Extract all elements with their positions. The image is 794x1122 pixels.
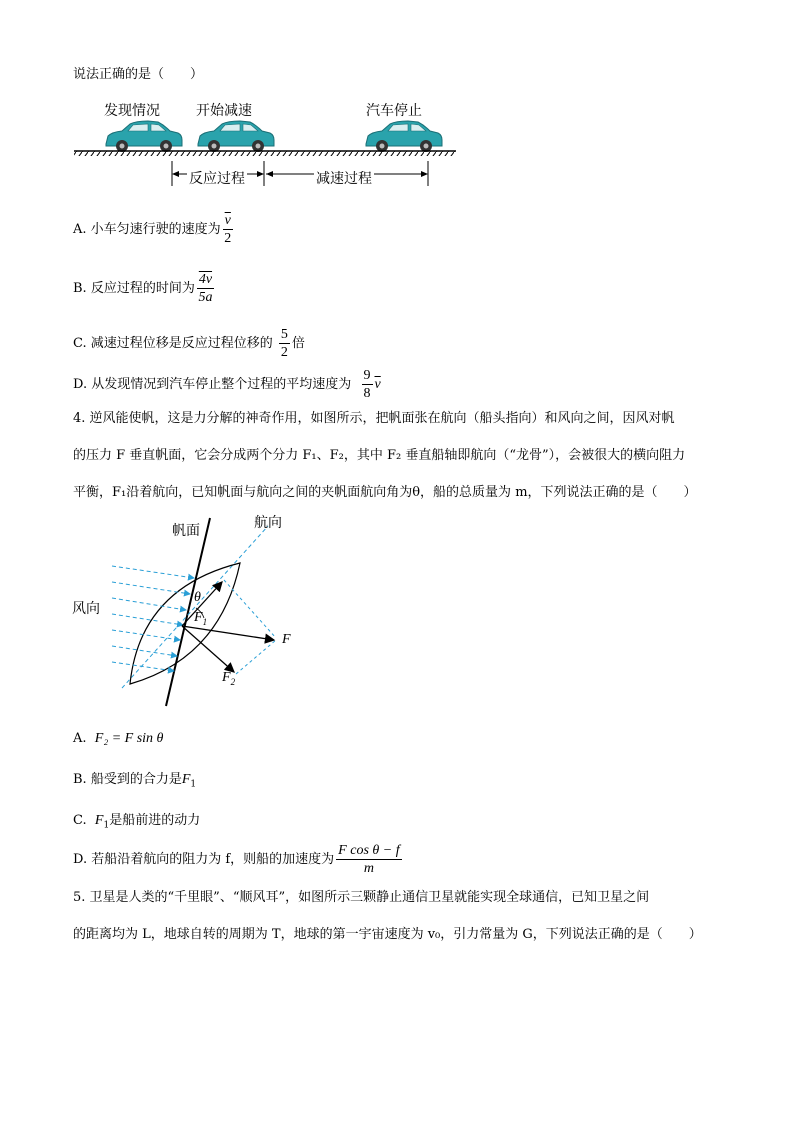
frac-den: 2: [224, 231, 232, 246]
label-F2-var: F: [222, 670, 231, 685]
q4-option-d: [73, 842, 404, 877]
q4-figure: [70, 508, 310, 713]
option-a-text: A. 小车匀速行驶的速度为: [73, 222, 221, 237]
q3-stem-tail: 说法正确的是（ ）: [73, 67, 204, 82]
option-a-prefix: A.: [73, 731, 87, 746]
label-theta: θ: [194, 590, 201, 605]
option-d-text: D. 从发现情况到汽车停止整个过程的平均速度为: [73, 377, 352, 392]
q3-figure: [70, 96, 470, 196]
option-c-sub: 1: [103, 820, 110, 831]
label-F1-sub: 1: [202, 616, 208, 627]
q4-stem-line1: 4. 逆风能使帆，这是力分解的神奇作用，如图所示，把帆面张在航向（船头指向）和风向之间，因风对帆: [73, 411, 675, 426]
option-d-var: $\overline{v}$: [374, 377, 381, 392]
frac-den: 2: [280, 345, 288, 360]
fraction-v-over-2: [223, 212, 233, 247]
label-stop: 汽车停止: [366, 103, 422, 119]
label-F2: [222, 670, 235, 687]
label-F1: [194, 610, 207, 627]
label-heading: 航向: [254, 515, 282, 531]
q3-option-d: [73, 367, 381, 402]
car-stop: [366, 121, 442, 152]
frac-num: $\overline{v}$: [224, 213, 231, 228]
fraction-9-over-8: [362, 367, 373, 402]
option-b-prefix: B. 船受到的合力是: [73, 772, 182, 787]
fraction-5-over-2: [279, 326, 290, 361]
frac-den: 5a: [198, 290, 213, 305]
label-F1-var: F: [194, 610, 203, 625]
option-b-var: F: [181, 772, 191, 787]
q4-option-c: [73, 812, 200, 835]
fraction-accel: [336, 842, 401, 877]
q4-option-a: [73, 730, 163, 748]
frac-num: 4v: [198, 272, 213, 287]
fraction-4v-over-5a: [197, 271, 214, 306]
label-reaction: 反应过程: [187, 168, 247, 188]
q5-stem-line2: 的距离均为 L，地球自转的周期为 T，地球的第一宇宙速度为 v₀，引力常量为 G，下列说法正确的是（ ）: [73, 927, 702, 942]
label-decel: 减速过程: [314, 168, 374, 188]
car-brake: [198, 121, 274, 152]
q5-stem-line1: 5. 卫星是人类的“千里眼”、“顺风耳”，如图所示三颗静止通信卫星就能实现全球通信，已知卫星之间: [73, 890, 650, 905]
frac-num: 9: [363, 368, 371, 383]
frac-num: 5: [280, 327, 288, 342]
label-sail: 帆面: [172, 523, 200, 539]
option-c-var: F: [94, 813, 104, 828]
option-d-prefix: D. 若船沿着航向的阻力为 f，则船的加速度为: [73, 852, 335, 867]
label-F2-sub: 2: [230, 676, 236, 687]
q4-stem-line3: 平衡，F₁沿着航向，已知帆面与航向之间的夹帆面航向角为θ，船的总质量为 m，下列说法正确的是（ ）: [73, 485, 697, 500]
q3-option-a: [73, 212, 235, 247]
q3-option-b: [73, 271, 216, 306]
option-c-text: C. 减速过程位移是反应过程位移的: [73, 336, 273, 351]
option-c-tail: 是船前进的动力: [109, 813, 201, 828]
label-found: 发现情况: [104, 103, 160, 119]
label-wind: 风向: [72, 601, 100, 617]
option-c-prefix: C.: [73, 813, 87, 828]
q3-option-c: [73, 326, 305, 361]
q4-stem-line2: 的压力 F 垂直帆面，它会分成两个分力 F₁、F₂，其中 F₂ 垂直船轴即航向（“龙骨”），会被很大的横向阻力: [73, 448, 686, 463]
option-c-tail: 倍: [291, 336, 305, 351]
frac-num: F cos θ − f: [338, 843, 400, 858]
label-F: F: [282, 632, 291, 647]
road-diagram: [70, 96, 470, 196]
frac-den: m: [363, 861, 374, 876]
option-a-formula: F₂ = F sin θ: [94, 731, 164, 746]
option-b-sub: 1: [190, 779, 197, 790]
option-b-text: B. 反应过程的时间为: [73, 281, 195, 296]
car-found: [106, 121, 182, 152]
frac-den: 8: [363, 386, 371, 401]
label-brake: 开始减速: [196, 103, 252, 119]
q4-option-b: [73, 771, 196, 794]
